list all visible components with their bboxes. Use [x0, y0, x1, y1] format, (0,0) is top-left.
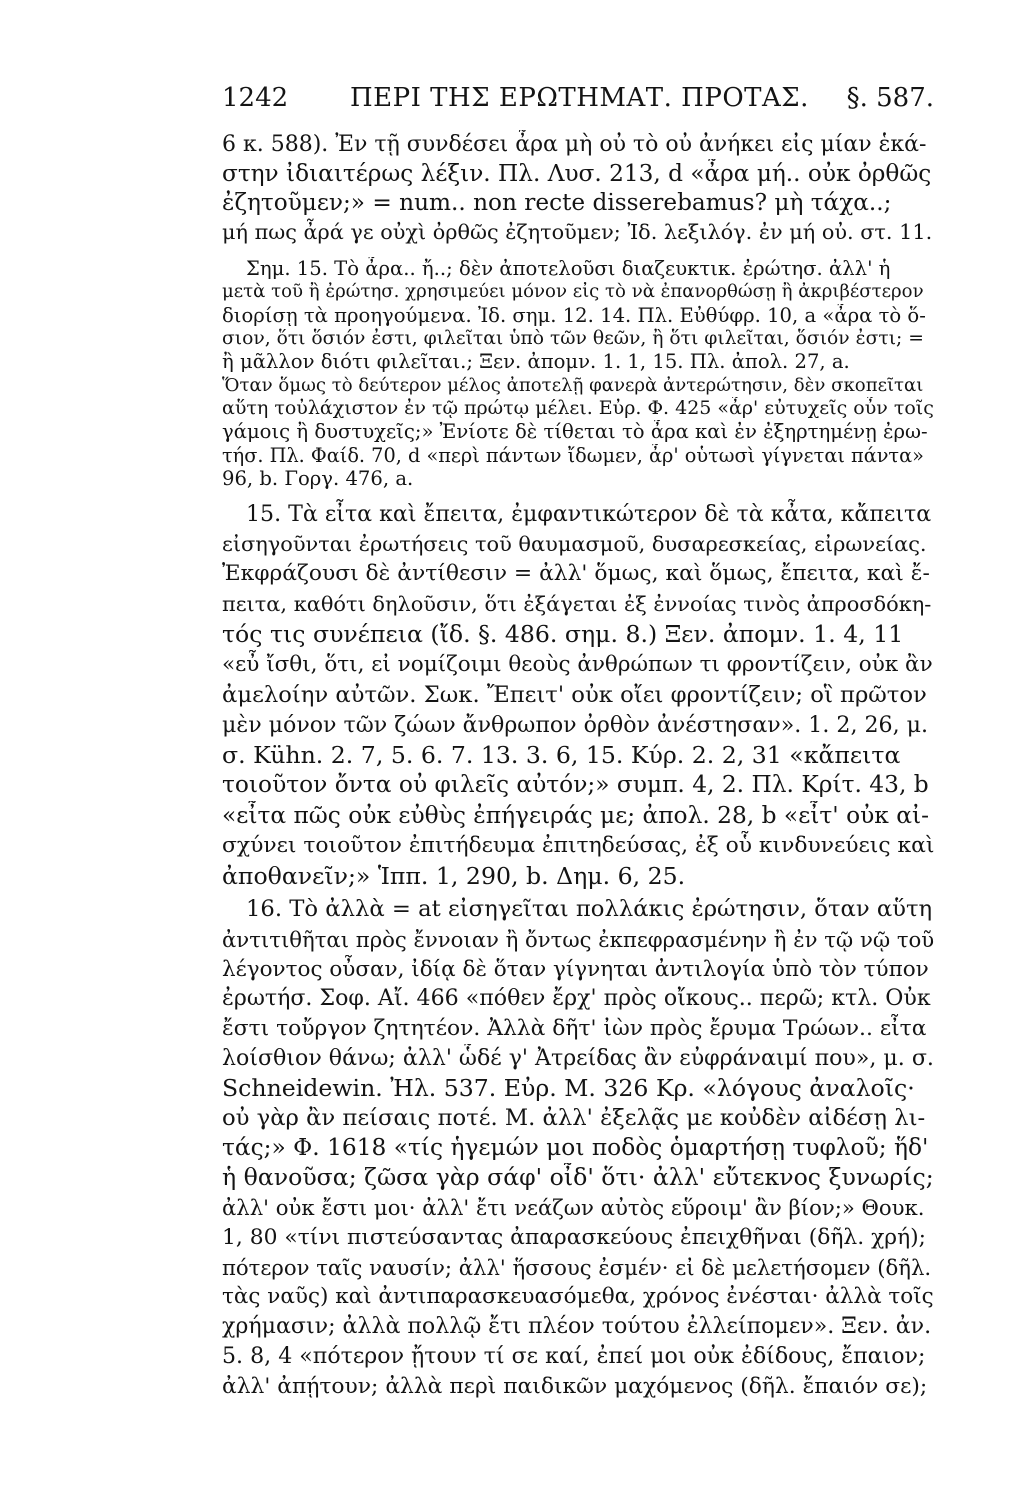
text-line: «εὖ ἴσθι, ὅτι, εἰ νομίζοιμι θεοὺς ἀνθρώπων τι φροντίζειν, οὐκ ἂν: [222, 651, 933, 677]
text-line: οὐ γὰρ ἂν πείσαις ποτέ. Μ. ἀλλ' ἐξελᾷς με κοὐδὲν αἰδέσῃ λι-: [222, 1104, 926, 1131]
text-line: 1, 80 «τίνι πιστεύσαντας ἀπαρασκεύους ἐπειχθῆναι (δῆλ. χρή);: [222, 1224, 927, 1250]
note-line: μετὰ τοῦ ἢ ἐρώτησ. χρησιμεύει μόνον εἰς τὸ νὰ ἐπανορθώσῃ ἢ ἀκριβέστερον: [222, 281, 924, 303]
text-line: τὰς ναῦς) καὶ ἀντιπαρασκευασόμεθα, χρόνος ἐνέσται· ἀλλὰ τοῖς: [222, 1284, 934, 1310]
text-line: 5. 8, 4 «πότερον ᾔτουν τί σε καί, ἐπεί μοι οὐκ ἐδίδους, ἔπαιον;: [222, 1343, 926, 1370]
text-line: 15. Τὰ εἶτα καὶ ἔπειτα, ἐμφαντικώτερον δὲ τὰ κἆτα, κἄπειτα: [246, 500, 932, 527]
text-line: λοίσθιον θάνω; ἀλλ' ὧδέ γ' Ἀτρείδας ἂν εὐφράναιμί που», μ. σ.: [222, 1045, 934, 1072]
text-line: στην ἰδιαιτέρως λέξιν. Πλ. Λυσ. 213, d «ἆρα μή.. οὐκ ὀρθῶς: [222, 160, 932, 188]
paragraph-15: [222, 499, 934, 891]
text-line: πότερον ταῖς ναυσίν; ἀλλ' ἥσσους ἐσμέν· εἰ δὲ μελετήσομεν (δῆλ.: [222, 1254, 932, 1280]
text-line: ἀλλ' ἀπῄτουν; ἀλλὰ περὶ παιδικῶν μαχόμενος (δῆλ. ἔπαιόν σε);: [222, 1373, 928, 1399]
note-line: Σημ. 15. Τὸ ἆρα.. ἤ..; δὲν ἀποτελοῦσι διαζευκτικ. ἐρώτησ. ἀλλ' ἡ: [246, 256, 891, 280]
section-number: §. 587.: [846, 83, 934, 113]
note-line: σιον, ὅτι ὅσιόν ἐστι, φιλεῖται ὑπὸ τῶν θεῶν, ἢ ὅτι φιλεῖται, ὅσιόν ἐστι; =: [222, 327, 924, 349]
text-line: ἀποθανεῖν;» Ἱππ. 1, 290, b. Δημ. 6, 25.: [222, 861, 686, 890]
note-line: ἢ μᾶλλον διότι φιλεῖται.; Ξεν. ἀπομν. 1. 1, 15. Πλ. ἀπολ. 27, a.: [222, 350, 850, 374]
page-number: 1242: [222, 83, 289, 113]
text-line: τός τις συνέπεια (ἴδ. §. 486. σημ. 8.) Ξεν. ἀπομν. 1. 4, 11: [222, 620, 904, 649]
text-line: χρήμασιν; ἀλλὰ πολλῷ ἔτι πλέον τούτου ἐλλείπομεν». Ξεν. ἀν.: [222, 1313, 932, 1340]
note-line: γάμοις ἢ δυστυχεῖς;» Ἐνίοτε δὲ τίθεται τὸ ἆρα καὶ ἐν ἐξηρτημένῃ ἐρω-: [222, 420, 928, 444]
note-line: διορίσῃ τὰ προηγούμενα. Ἰδ. σημ. 12. 14. Πλ. Εὐθύφρ. 10, a «ἆρα τὸ ὅ-: [222, 303, 926, 327]
note-line: αὕτη τοὐλάχιστον ἐν τῷ πρώτῳ μέλει. Εὐρ. Φ. 425 «ἆρ' εὐτυχεῖς οὖν τοῖς: [222, 397, 934, 420]
text-line: ἐζητοῦμεν;» = num.. non recte disserebamus? μὴ τάχα..;: [222, 189, 892, 217]
text-line: σ. Kühn. 2. 7, 5. 6. 7. 13. 3. 6, 15. Κύρ. 2. 2, 31 «κἄπειτα: [222, 741, 901, 770]
text-line: πειτα, καθότι δηλοῦσιν, ὅτι ἐξάγεται ἐξ ἐννοίας τινὸς ἀπροσδόκη-: [222, 592, 932, 617]
text-line: ἀμελοίην αὐτῶν. Σωκ. Ἔπειτ' οὐκ οἴει φροντίζειν; οἳ πρῶτον: [222, 681, 927, 708]
text-line: Ἐκφράζουσι δὲ ἀντίθεσιν = ἀλλ' ὅμως, καὶ ὅμως, ἔπειτα, καὶ ἔ-: [222, 561, 930, 587]
continuation-paragraph: [222, 130, 934, 247]
text-line: 16. Τὸ ἀλλὰ = at εἰσηγεῖται πολλάκις ἐρώτησιν, ὅταν αὕτη: [246, 896, 933, 923]
text-line: ἡ θανοῦσα; ζῶσα γὰρ σάφ' οἶδ' ὅτι· ἀλλ' εὔτεκνος ξυνωρίς;: [222, 1163, 934, 1192]
body-text: [222, 130, 934, 1402]
note-block: [222, 257, 934, 491]
text-line: τάς;» Φ. 1618 «τίς ἡγεμών μοι ποδὸς ὁμαρτήσῃ τυφλοῦ; ἥδ': [222, 1134, 929, 1162]
text-line: μὲν μόνον τῶν ζώων ἄνθρωπον ὀρθὸν ἀνέστησαν». 1. 2, 26, μ.: [222, 711, 929, 738]
text-line: σχύνει τοιοῦτον ἐπιτήδευμα ἐπιτηδεύσας, ἐξ οὗ κινδυνεύεις καὶ: [222, 832, 934, 858]
text-line: μή πως ἆρά γε οὐχὶ ὀρθῶς ἐζητοῦμεν; Ἰδ. λεξιλόγ. ἐν μή οὐ. στ. 11.: [222, 219, 933, 244]
text-line: Schneidewin. Ἠλ. 537. Εὐρ. Μ. 326 Κρ. «λόγους ἀναλοῖς·: [222, 1073, 915, 1102]
note-line: τήσ. Πλ. Φαίδ. 70, d «περὶ πάντων ἴδωμεν, ἆρ' οὑτωσὶ γίγνεται πάντα»: [222, 443, 924, 467]
note-line: Ὅταν ὅμως τὸ δεύτερον μέλος ἀποτελῇ φανερὰ ἀντερώτησιν, δὲν σκοπεῖται: [222, 374, 924, 396]
running-title: ΠΕΡΙ ΤΗΣ ΕΡΩΤΗΜΑΤ. ΠΡΟΤΑΣ.: [350, 83, 809, 113]
text-line: ἔστι τοὔργον ζητητέον. Ἀλλὰ δῆτ' ἰὼν πρὸς ἔρυμα Τρώων.. εἶτα: [222, 1016, 927, 1042]
text-line: «εἶτα πῶς οὐκ εὐθὺς ἐπήγειράς με; ἀπολ. 28, b «εἶτ' οὐκ αἰ-: [222, 801, 929, 829]
text-line: ἀλλ' οὐκ ἔστι μοι· ἀλλ' ἔτι νεάζων αὐτὸς εὕροιμ' ἂν βίον;» Θουκ.: [222, 1195, 925, 1221]
text-line: εἰσηγοῦνται ἐρωτήσεις τοῦ θαυμασμοῦ, δυσαρεσκείας, εἰρωνείας.: [222, 531, 927, 556]
text-line: λέγοντος οὖσαν, ἰδίᾳ δὲ ὅταν γίγνηται ἀντιλογία ὑπὸ τὸν τύπον: [222, 956, 929, 982]
paragraph-16: [222, 895, 934, 1402]
text-line: τοιοῦτον ὄντα οὐ φιλεῖς αὐτόν;» συμπ. 4, 2. Πλ. Κρίτ. 43, b: [222, 771, 929, 799]
text-line: 6 κ. 588). Ἐν τῇ συνδέσει ἆρα μὴ οὐ τὸ οὐ ἀνήκει εἰς μίαν ἑκά-: [222, 132, 927, 157]
text-line: ἀντιτιθῆται πρὸς ἔννοιαν ἢ ὄντως ἐκπεφρασμένην ἢ ἐν τῷ νῷ τοῦ: [222, 926, 934, 952]
page-header: [222, 78, 934, 118]
text-line: ἐρωτήσ. Σοφ. Αἴ. 466 «πόθεν ἔρχ' πρὸς οἴκους.. περῶ; κτλ. Οὐκ: [222, 985, 931, 1012]
note-line: 96, b. Γοργ. 476, a.: [222, 467, 414, 491]
